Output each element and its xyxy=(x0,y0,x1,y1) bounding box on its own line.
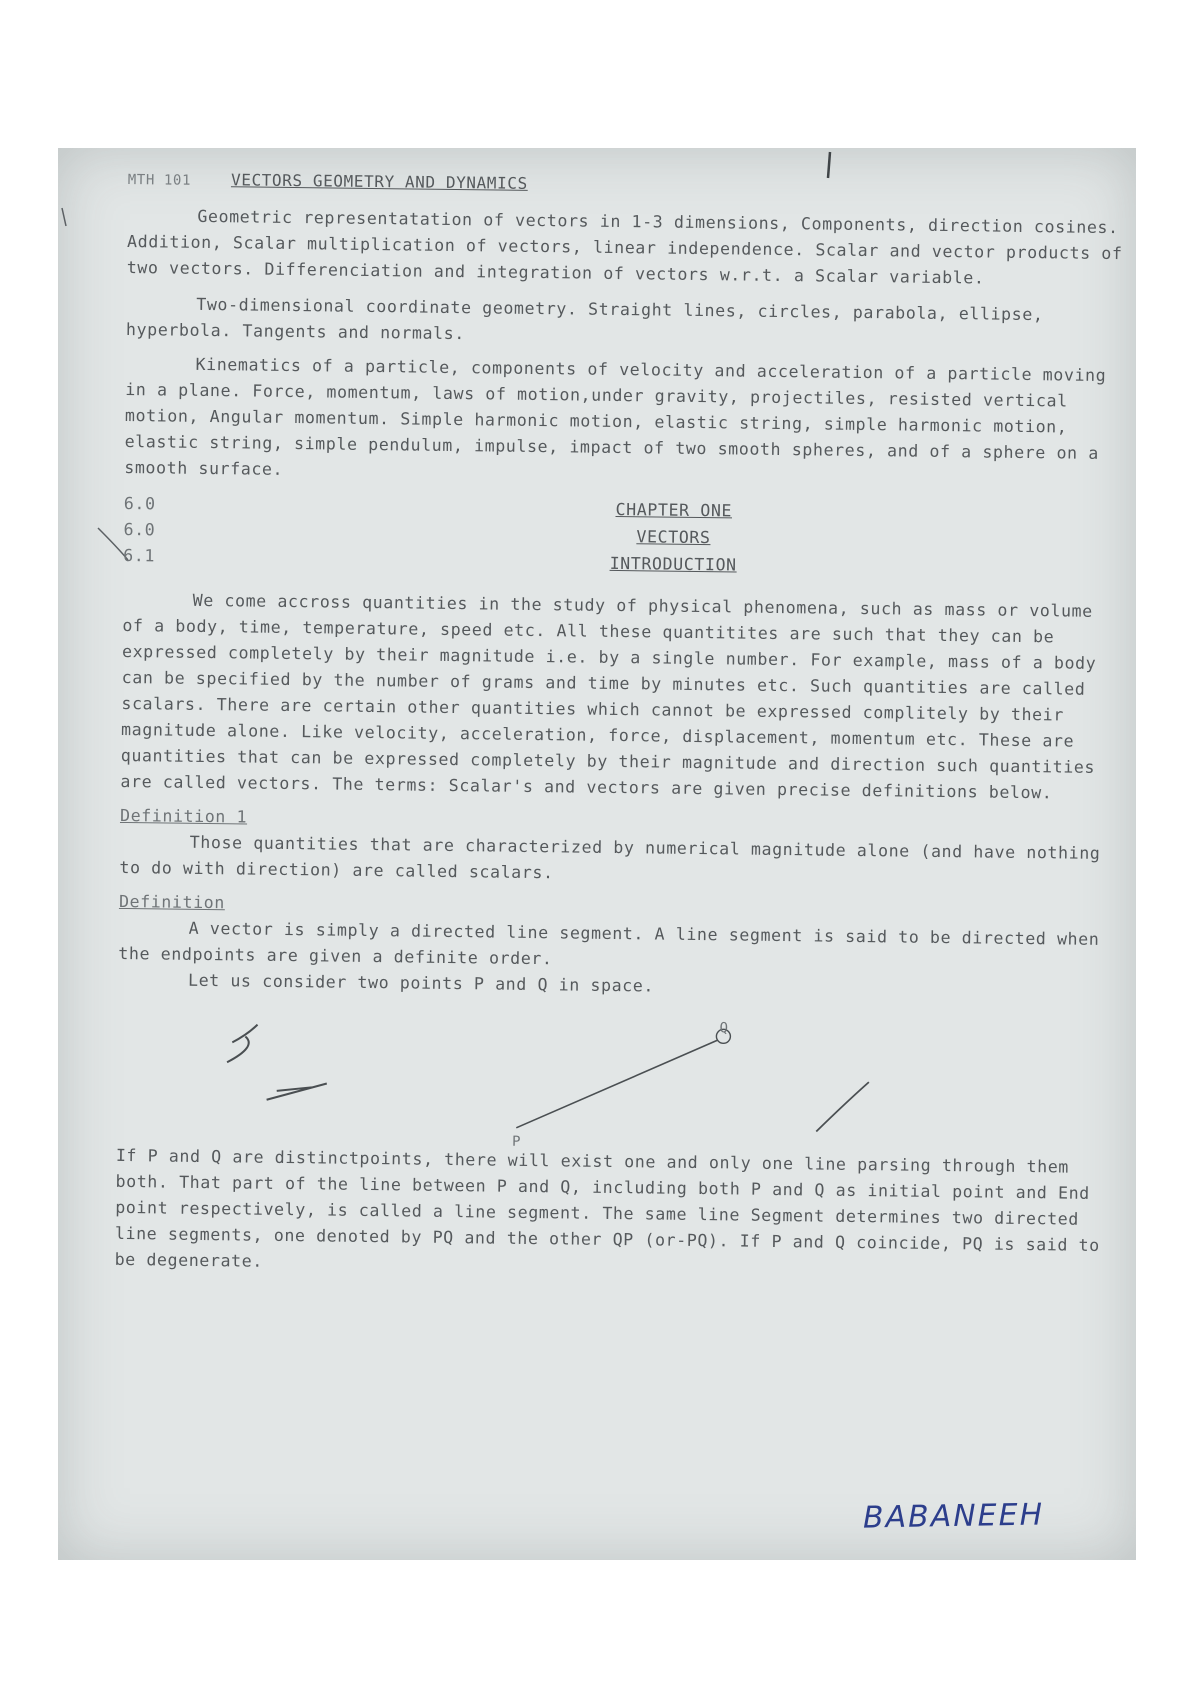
chapter-headings xyxy=(373,494,974,582)
scribble-mark xyxy=(227,1024,257,1062)
intro-paragraph: We come accross quantities in the study of physical phenomena, such as mass or volume of a body, time, temperature, speed etc. All these quantitites are such that they can be expressed completely by their magnitude i.e. by a single number. For example, mass of a body can be specified by the number of grams and time by minutes etc. Such quantities are called scalars. There are certain other quantities which cannot be expressed complitely by their magnitude alone. Like velocity, acceleration, force, displacement, momentum etc. These are quantities that can be expressed completely by their magnitude and direction such quantities are called vectors. The terms: Scalar's and vectors are given precise definitions below. xyxy=(120,590,1097,803)
section-number: 6.0 xyxy=(123,493,156,514)
definition-2-heading: Definition xyxy=(118,891,226,913)
document-body xyxy=(114,166,1127,1285)
definition-2-text: A vector is simply a directed line segment. A line segment is said to be directed when the endpoints are given a definite order. xyxy=(118,918,1100,969)
point-q-label: Q xyxy=(719,1020,729,1037)
chapter-heading-block xyxy=(123,491,1124,585)
section-number: 6.1 xyxy=(123,545,156,566)
consider-text: Let us consider two points P and Q in space. xyxy=(187,970,655,996)
syllabus-paragraph-1: Geometric representatation of vectors in 1-3 dimensions, Components, direction cosines. Addition, Scalar multiplication of vectors, linear independence. Scalar and vector products of two vectors. Differenciation and integration of vectors w.r.t. a Scalar variable. xyxy=(126,206,1123,288)
segment-pq-line xyxy=(516,1038,717,1130)
pen-stroke xyxy=(816,1081,869,1132)
section-numbers xyxy=(123,491,156,569)
course-title: VECTORS GEOMETRY AND DYNAMICS xyxy=(230,170,528,193)
syllabus-paragraph-3: Kinematics of a particle, components of velocity and acceleration of a particle moving in a plane. Force, momentum, laws of motion,under gravity, projectiles, resisted vertical motion, Angular momentum. Simple harmonic motion, elastic string, simple harmonic motion, elastic string, simple pendulum, impulse, impact of two smooth spheres, and of a sphere on a smooth surface. xyxy=(124,354,1107,479)
document-page xyxy=(58,148,1136,1560)
section-number: 6.0 xyxy=(123,519,156,540)
scribble-mark xyxy=(267,1083,327,1101)
course-code: MTH 101 xyxy=(127,171,192,189)
syllabus-paragraph-2: Two-dimensional coordinate geometry. Straight lines, circles, parabola, ellipse, hyperbola. Tangents and normals. xyxy=(125,294,1044,344)
chapter-title: VECTORS xyxy=(636,527,711,548)
figure-svg xyxy=(116,993,1118,1155)
point-p-label: P xyxy=(512,1133,522,1150)
definition-1-text: Those quantities that are characterized by numerical magnitude alone (and have nothing to do with direction) are called scalars. xyxy=(119,832,1101,883)
section-title: INTRODUCTION xyxy=(609,553,737,575)
chapter-heading: CHAPTER ONE xyxy=(615,499,733,521)
definition-1-heading: Definition 1 xyxy=(119,805,248,827)
closing-paragraph: If P and Q are distinctpoints, there will exist one and only one line parsing through them both. That part of the line between P and Q, including both P and Q as initial point and End point respectively, is called a line segment. The same line Segment determines two directed line segments, one denoted by PQ and the other QP (or-PQ). If P and Q coincide, PQ is said to be degenerate. xyxy=(114,1145,1100,1271)
line-segment-figure xyxy=(116,993,1118,1155)
handwritten-signature: BABANEEH xyxy=(862,1497,1045,1536)
